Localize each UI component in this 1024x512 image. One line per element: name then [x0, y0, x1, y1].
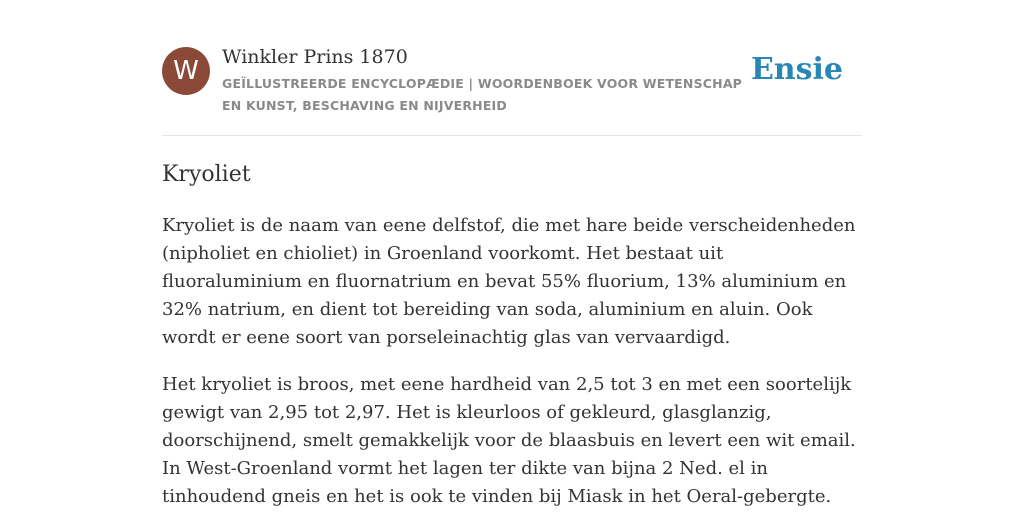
- entry-body: [162, 212, 866, 512]
- source-header: [162, 44, 862, 136]
- entry-paragraph: Kryoliet is de naam van eene delfstof, die met hare beide verscheidenheden (nipholiet en chioliet) in Groenland voorkomt. Het bestaat uit fluoraluminium en fluornatrium en bevat 55% fluorium, 13% aluminium en 32% natrium, en dient tot bereiding van soda, aluminium en aluin. Ook wordt er eene soort van porseleinachtig glas van vervaardigd.: [162, 215, 856, 348]
- source-avatar[interactable]: W: [162, 47, 210, 95]
- source-title[interactable]: Winkler Prins 1870: [222, 46, 408, 68]
- ensie-logo[interactable]: Ensie: [750, 52, 843, 87]
- source-subtitle: GEÏLLUSTREERDE ENCYCLOPÆDIE | WOORDENBOEK VOOR WETENSCHAP EN KUNST, BESCHAVING EN NIJVERHEID: [222, 76, 743, 113]
- entry-paragraph: Het kryoliet is broos, met eene hardheid van 2,5 tot 3 en met een soortelijk gewigt van 2,95 tot 2,97. Het is kleurloos of gekleurd, glasglanzig, doorschijnend, smelt gemakkelijk voor de blaasbuis en levert een wit email. In West-Groenland vormt het lagen ter dikte van bijna 2 Ned. el in tinhoudend gneis en het is ook te vinden bij Miask in het Oeral-gebergte.: [162, 374, 856, 507]
- entry-title: Kryoliet: [162, 162, 251, 187]
